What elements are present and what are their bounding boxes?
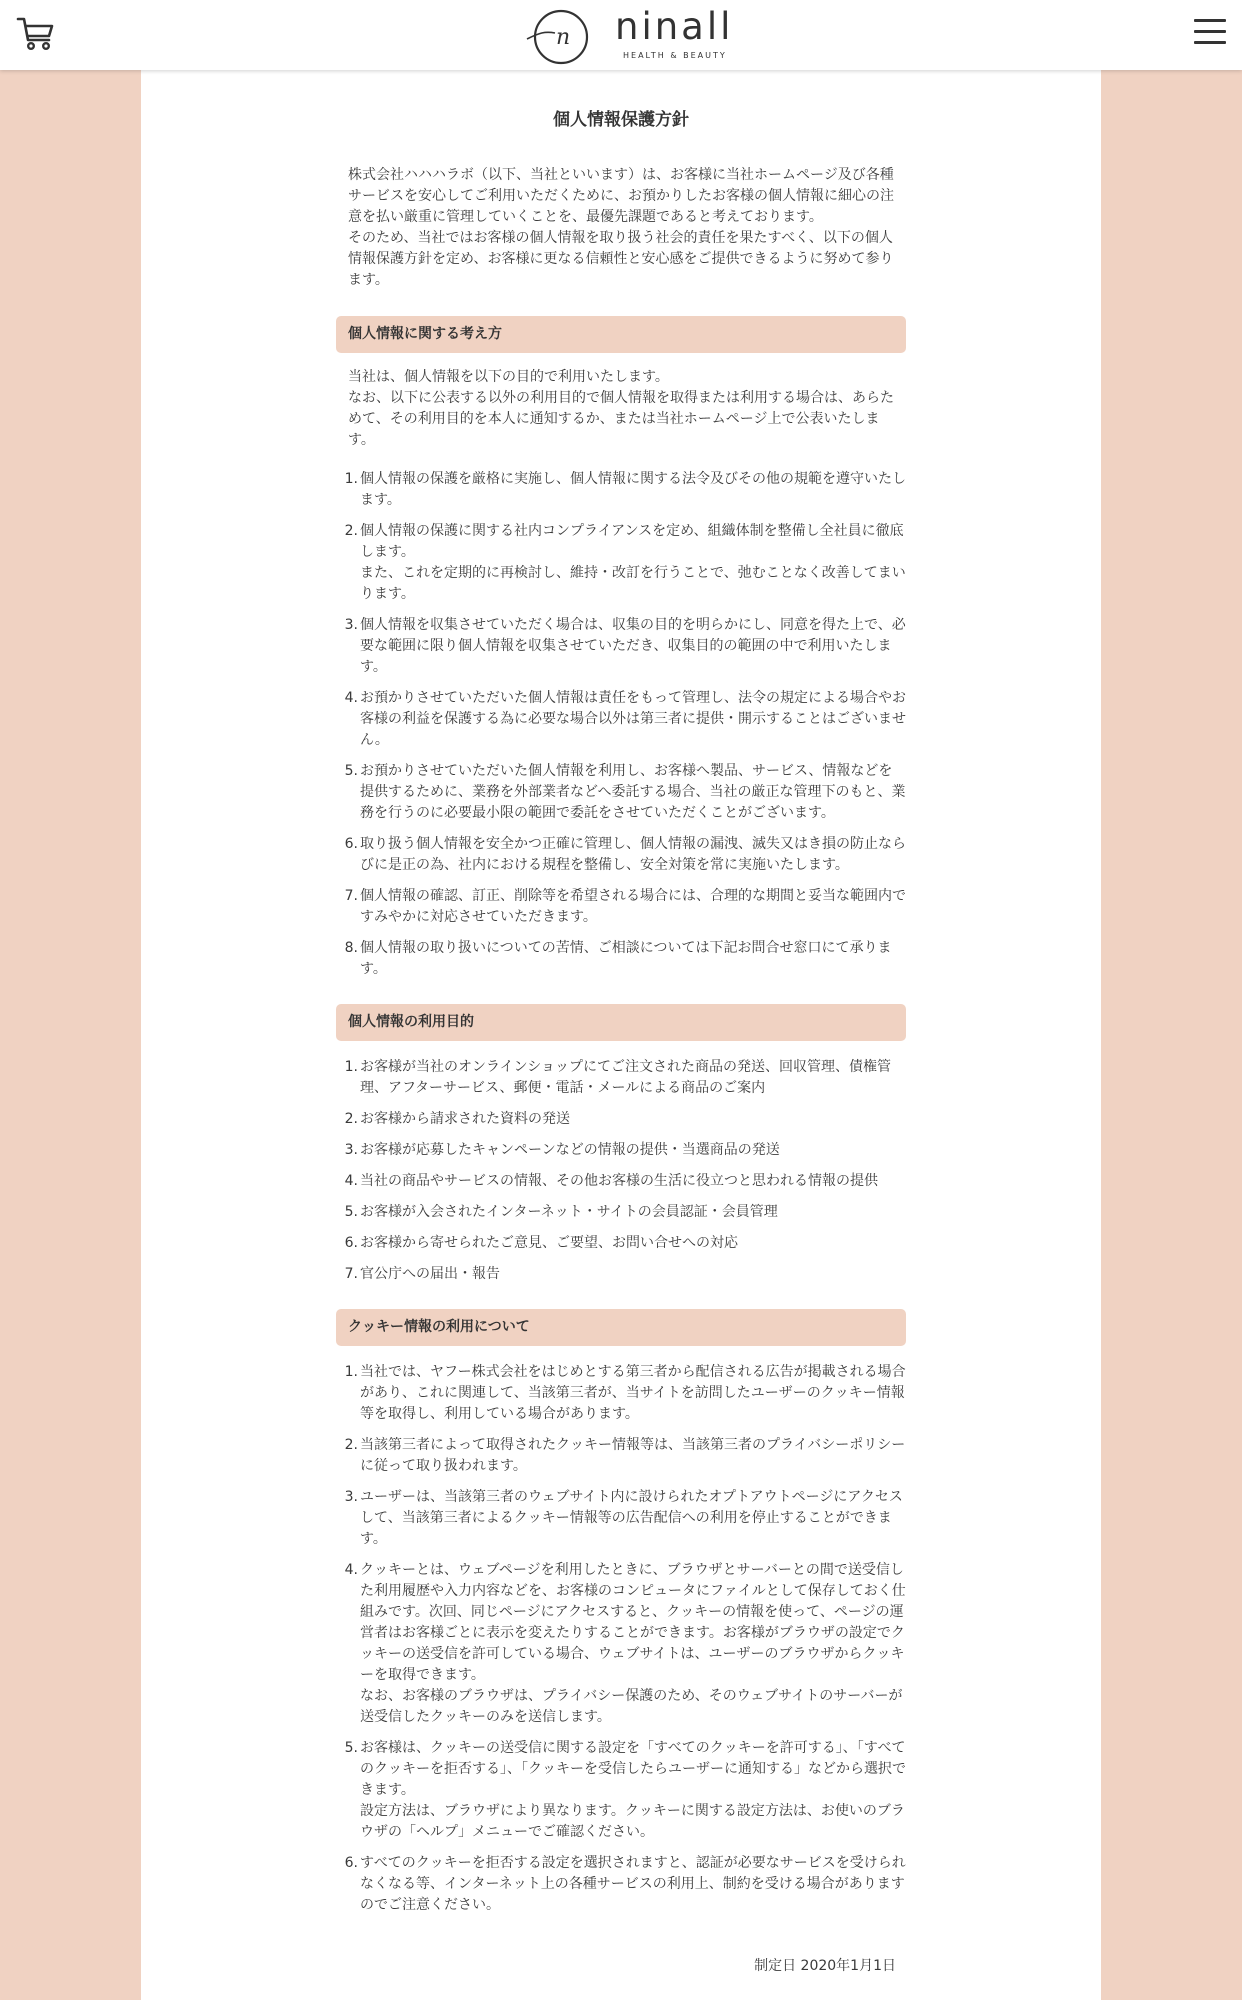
item-text: なお、お客様のブラウザは、プライバシー保護のため、そのウェブサイトのサーバーが送受信したクッキーのみを送信します。 xyxy=(360,1688,903,1725)
item-text: また、これを定期的に再検討し、維持・改訂を行うことで、弛むことなく改善してまいります。 xyxy=(360,565,906,602)
lead-paragraph: 当社は、個人情報を以下の目的で利用いたします。 xyxy=(348,369,669,385)
item-text: 官公庁への届出・報告 xyxy=(360,1266,500,1282)
section-header: 個人情報の利用目的 xyxy=(336,1004,906,1041)
item-number: 4. xyxy=(344,1562,358,1578)
hamburger-menu-icon xyxy=(1194,19,1226,44)
item-number: 1. xyxy=(344,471,358,487)
item-text: お預かりさせていただいた個人情報は責任をもって管理し、法令の規定による場合やお客様の利益を保護する為に必要な場合以外は第三者に提供・開示することはございません。 xyxy=(360,690,906,748)
item-text: お客様から請求された資料の発送 xyxy=(360,1111,570,1127)
item-text: 個人情報の保護に関する社内コンプライアンスを定め、組織体制を整備し全社員に徹底します。 xyxy=(360,523,904,560)
list-item xyxy=(336,1109,906,1130)
item-number: 6. xyxy=(344,1855,358,1871)
item-text: すべてのクッキーを拒否する設定を選択されますと、認証が必要なサービスを受けられなくなる等、インターネット上の各種サービスの利用上、制約を受ける場合がありますのでご注意ください。 xyxy=(360,1855,906,1913)
policy-list xyxy=(336,469,906,980)
item-text: お客様は、クッキーの送受信に関する設定を「すべてのクッキーを許可する」、「すべてのクッキーを拒否する」、「クッキーを受信したらユーザーに通知する」などから選択できます。 xyxy=(360,1740,906,1798)
item-number: 3. xyxy=(344,617,358,633)
brand-logo[interactable] xyxy=(523,4,733,66)
list-item xyxy=(336,1738,906,1843)
item-number: 3. xyxy=(344,1489,358,1505)
item-number: 6. xyxy=(344,836,358,852)
item-text: 当社では、ヤフー株式会社をはじめとする第三者から配信される広告が掲載される場合があり、これに関連して、当該第三者が、当サイトを訪問したユーザーのクッキー情報等を取得し、利用している場合があります。 xyxy=(360,1364,906,1422)
list-item xyxy=(336,1057,906,1099)
item-text: お預かりさせていただいた個人情報を利用し、お客様へ製品、サービス、情報などを提供するために、業務を外部業者などへ委託する場合、当社の厳正な管理下のもと、業務を行うのに必要最小限の範囲で委託をさせていただくことがございます。 xyxy=(360,763,906,821)
site-header xyxy=(0,0,1242,70)
intro xyxy=(336,165,906,291)
section-header: クッキー情報の利用について xyxy=(336,1309,906,1346)
item-number: 4. xyxy=(344,690,358,706)
item-text: お客様が当社のオンラインショップにてご注文された商品の発送、回収管理、債権管理、アフターサービス、郵便・電話・メールによる商品のご案内 xyxy=(360,1059,891,1096)
item-text: 個人情報の取り扱いについての苦情、ご相談については下記お問合せ窓口にて承ります。 xyxy=(360,940,892,977)
item-text: お客様から寄せられたご意見、ご要望、お問い合せへの対応 xyxy=(360,1235,738,1251)
list-item xyxy=(336,1362,906,1425)
item-number: 6. xyxy=(344,1235,358,1251)
item-number: 2. xyxy=(344,523,358,539)
item-text: 当該第三者によって取得されたクッキー情報等は、当該第三者のプライバシーポリシーに従って取り扱われます。 xyxy=(360,1437,906,1474)
list-item xyxy=(336,1171,906,1192)
list-item xyxy=(336,1560,906,1728)
menu-button[interactable] xyxy=(1194,19,1226,49)
brand-name: ninall xyxy=(615,5,734,48)
list-item xyxy=(336,521,906,605)
enactment-date: 制定日 2020年1月1日 xyxy=(754,1958,896,1974)
logo-mark-icon xyxy=(525,9,595,65)
item-text: 取り扱う個人情報を安全かつ正確に管理し、個人情報の漏洩、滅失又はき損の防止ならびに是正の為、社内における規程を整備し、安全対策を常に実施いたします。 xyxy=(360,836,906,873)
item-number: 3. xyxy=(344,1142,358,1158)
item-text: 個人情報の確認、訂正、削除等を希望される場合には、合理的な期間と妥当な範囲内ですみやかに対応させていただきます。 xyxy=(360,888,906,925)
list-item xyxy=(336,938,906,980)
item-number: 5. xyxy=(344,1204,358,1220)
item-text: クッキーとは、ウェブページを利用したときに、ブラウザとサーバーとの間で送受信した利用履歴や入力内容などを、お客様のコンピュータにファイルとして保存しておく仕組みです。次回、同じページにアクセスすると、クッキーの情報を使って、ページの運営者はお客様ごとに表示を変えたりすることができます。お客様がブラウザの設定でクッキーの送受信を許可している場合、ウェブサイトは、ユーザーのブラウザからクッキーを取得できます。 xyxy=(360,1562,906,1683)
list-item xyxy=(336,1202,906,1223)
content-sheet xyxy=(141,70,1101,2000)
list-item xyxy=(336,1853,906,1916)
intro-paragraph: そのため、当社ではお客様の個人情報を取り扱う社会的責任を果たすべく、以下の個人情報保護方針を定め、お客様に更なる信頼性と安心感をご提供できるように努めて参ります。 xyxy=(348,230,894,288)
brand-tagline: HEALTH & BEAUTY xyxy=(623,51,727,60)
section-cookie xyxy=(336,1309,906,1916)
item-text: 当社の商品やサービスの情報、その他お客様の生活に役立つと思われる情報の提供 xyxy=(360,1173,878,1189)
list-item xyxy=(336,688,906,751)
item-number: 7. xyxy=(344,888,358,904)
purpose-list xyxy=(336,1057,906,1285)
list-item xyxy=(336,1233,906,1254)
item-number: 1. xyxy=(344,1059,358,1075)
item-text: お客様が応募したキャンペーンなどの情報の提供・当選商品の発送 xyxy=(360,1142,780,1158)
item-text: ユーザーは、当該第三者のウェブサイト内に設けられたオプトアウトページにアクセスして、当該第三者によるクッキー情報等の広告配信への利用を停止することができます。 xyxy=(360,1489,903,1547)
list-item xyxy=(336,1264,906,1285)
item-number: 4. xyxy=(344,1173,358,1189)
item-number: 8. xyxy=(344,940,358,956)
list-item xyxy=(336,1140,906,1161)
section-policy xyxy=(336,316,906,980)
list-item xyxy=(336,1435,906,1477)
item-number: 5. xyxy=(344,1740,358,1756)
lead-paragraph: なお、以下に公表する以外の利用目的で個人情報を取得または利用する場合は、あらためて、その利用目的を本人に通知するか、または当社ホームページ上で公表いたします。 xyxy=(348,390,894,448)
item-number: 7. xyxy=(344,1266,358,1282)
item-text: 個人情報の保護を厳格に実施し、個人情報に関する法令及びその他の規範を遵守いたします。 xyxy=(360,471,906,508)
item-text: 個人情報を収集させていただく場合は、収集の目的を明らかにし、同意を得た上で、必要な範囲に限り個人情報を収集させていただき、収集目的の範囲の中で利用いたします。 xyxy=(360,617,906,675)
list-item xyxy=(336,761,906,824)
item-text: 設定方法は、ブラウザにより異なります。クッキーに関する設定方法は、お使いのブラウザの「ヘルプ」メニューでご確認ください。 xyxy=(360,1803,905,1840)
section-lead xyxy=(336,367,906,451)
item-text: お客様が入会されたインターネット・サイトの会員認証・会員管理 xyxy=(360,1204,778,1220)
svg-text:n: n xyxy=(556,25,571,50)
item-number: 2. xyxy=(344,1111,358,1127)
policy-content xyxy=(336,100,906,1977)
cart-button[interactable] xyxy=(16,14,58,54)
page-title: 個人情報保護方針 xyxy=(553,110,689,130)
cookie-list xyxy=(336,1362,906,1916)
item-number: 5. xyxy=(344,763,358,779)
section-header: 個人情報に関する考え方 xyxy=(336,316,906,353)
item-number: 2. xyxy=(344,1437,358,1453)
list-item xyxy=(336,834,906,876)
list-item xyxy=(336,1487,906,1550)
item-number: 1. xyxy=(344,1364,358,1380)
list-item xyxy=(336,469,906,511)
intro-paragraph: 株式会社ハハハラボ（以下、当社といいます）は、お客様に当社ホームページ及び各種サービスを安心してご利用いただくために、お預かりしたお客様の個人情報に細心の注意を払い厳重に管理していくことを、最優先課題であると考えております。 xyxy=(348,167,894,225)
cart-icon xyxy=(16,14,56,52)
list-item xyxy=(336,615,906,678)
list-item xyxy=(336,886,906,928)
section-purpose xyxy=(336,1004,906,1285)
